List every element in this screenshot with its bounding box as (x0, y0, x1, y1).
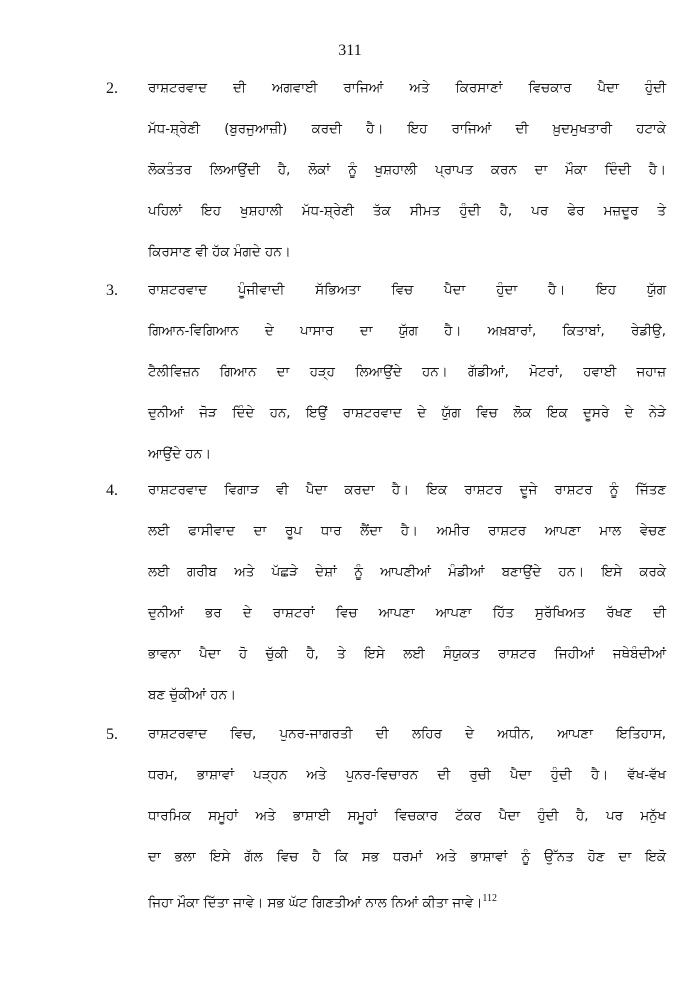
text-line: ਕਿਰਸਾਣ ਵੀ ਹੱਕ ਮੰਗਦੇ ਹਨ। (148, 245, 291, 260)
text-line: ਲਈ ਗਰੀਬ ਅਤੇ ਪੱਛੜੇ ਦੇਸ਼ਾਂ ਨੂੰ ਆਪਣੀਆਂ ਮੰਡੀਆਂ ਬਣਾਉਂਦੇ ਹਨ। ਇਸੇ ਕਰਕੇ (148, 565, 666, 580)
list-item-2 (106, 68, 666, 273)
item-number: 5. (106, 726, 118, 743)
text-line: ਟੈਲੀਵਿਜ਼ਨ ਗਿਆਨ ਦਾ ਹੜ੍ਹ ਲਿਆਉਂਦੇ ਹਨ। ਗੱਡੀਆਂ, ਮੋਟਰਾਂ, ਹਵਾਈ ਜਹਾਜ਼ (148, 365, 666, 380)
text-line: ਰਾਸ਼ਟਰਵਾਦ ਵਿਗਾੜ ਵੀ ਪੈਦਾ ਕਰਦਾ ਹੈ। ਇਕ ਰਾਸ਼ਟਰ ਦੂਜੇ ਰਾਸ਼ਟਰ ਨੂੰ ਜਿੱਤਣ (148, 483, 666, 498)
text-line: ਆਉਂਦੇ ਹਨ। (148, 447, 211, 462)
item-number: 2. (106, 80, 118, 97)
text-line: ਦੁਨੀਆਂ ਜੋੜ ਦਿੰਦੇ ਹਨ, ਇਉਂ ਰਾਸ਼ਟਰਵਾਦ ਦੇ ਯੁੱਗ ਵਿਚ ਲੋਕ ਇਕ ਦੂਸਰੇ ਦੇ ਨੇੜੇ (148, 406, 666, 421)
text-line: ਰਾਸ਼ਟਰਵਾਦ ਦੀ ਅਗਵਾਈ ਰਾਜਿਆਂ ਅਤੇ ਕਿਰਸਾਣਾਂ ਵਿਚਕਾਰ ਪੈਦਾ ਹੁੰਦੀ (148, 81, 666, 96)
text-line: ਧਰਮ, ਭਾਸ਼ਾਵਾਂ ਪੜ੍ਹਨ ਅਤੇ ਪੁਨਰ-ਵਿਚਾਰਨ ਦੀ ਰੁਚੀ ਪੈਦਾ ਹੁੰਦੀ ਹੈ। ਵੱਖ-ਵੱਖ (148, 768, 666, 783)
text-line: ਧਾਰਮਿਕ ਸਮੂਹਾਂ ਅਤੇ ਭਾਸ਼ਾਈ ਸਮੂਹਾਂ ਵਿਚਕਾਰ ਟੱਕਰ ਪੈਦਾ ਹੁੰਦੀ ਹੈ, ਪਰ ਮਨੁੱਖ (148, 809, 666, 824)
item-text (148, 270, 666, 475)
text-line: ਜਿਹਾ ਮੌਕਾ ਦਿੱਤਾ ਜਾਵੇ। ਸਭ ਘੱਟ ਗਿਣਤੀਆਂ ਨਾਲ ਨਿਆਂ ਕੀਤਾ ਜਾਵੇ। (148, 896, 483, 911)
item-text (148, 714, 666, 919)
list-item-5 (106, 714, 666, 919)
text-line: ਭਾਵਨਾ ਪੈਦਾ ਹੋ ਚੁੱਕੀ ਹੈ, ਤੇ ਇਸੇ ਲਈ ਸੰਯੁਕਤ ਰਾਸ਼ਟਰ ਜਿਹੀਆਂ ਜਥੇਬੰਦੀਆਂ (148, 647, 666, 662)
text-line: ਬਣ ਚੁੱਕੀਆਂ ਹਨ। (148, 688, 236, 703)
item-number: 4. (106, 482, 118, 499)
text-line: ਪਹਿਲਾਂ ਇਹ ਖੁਸ਼ਹਾਲੀ ਮੱਧ-ਸ਼੍ਰੇਣੀ ਤੱਕ ਸੀਮਤ ਹੁੰਦੀ ਹੈ, ਪਰ ਫੇਰ ਮਜ਼ਦੂਰ ਤੇ (148, 204, 666, 219)
list-item-4 (106, 470, 666, 716)
text-line: ਦਾ ਭਲਾ ਇਸੇ ਗੱਲ ਵਿਚ ਹੈ ਕਿ ਸਭ ਧਰਮਾਂ ਅਤੇ ਭਾਸ਼ਾਵਾਂ ਨੂੰ ਉੱਨਤ ਹੋਣ ਦਾ ਇਕੋ (148, 850, 666, 865)
text-line-with-footnote (148, 878, 666, 919)
text-line: ਮੱਧ-ਸ਼੍ਰੇਣੀ (ਬੁਰਜੁਆਜ਼ੀ) ਕਰਦੀ ਹੈ। ਇਹ ਰਾਜਿਆਂ ਦੀ ਖ਼ੁਦਮੁਖਤਾਰੀ ਹਟਾਕੇ (148, 122, 666, 137)
item-text (148, 68, 666, 273)
list-item-3 (106, 270, 666, 475)
item-text (148, 470, 666, 716)
page-number: 311 (338, 42, 362, 59)
text-line: ਗਿਆਨ-ਵਿਗਿਆਨ ਦੇ ਪਾਸਾਰ ਦਾ ਯੁੱਗ ਹੈ। ਅਖ਼ਬਾਰਾਂ, ਕਿਤਾਬਾਂ, ਰੇਡੀਉ, (148, 324, 666, 339)
text-line: ਦੁਨੀਆਂ ਭਰ ਦੇ ਰਾਸ਼ਟਰਾਂ ਵਿਚ ਆਪਣਾ ਆਪਣਾ ਹਿੱਤ ਸੁਰੱਖਿਅਤ ਰੱਖਣ ਦੀ (148, 606, 666, 621)
footnote-reference[interactable]: 112 (482, 893, 497, 904)
text-line: ਰਾਸ਼ਟਰਵਾਦ ਵਿਚ, ਪੁਨਰ-ਜਾਗਰਤੀ ਦੀ ਲਹਿਰ ਦੇ ਅਧੀਨ, ਆਪਣਾ ਇਤਿਹਾਸ, (148, 727, 666, 742)
text-line: ਲਈ ਫਾਸੀਵਾਦ ਦਾ ਰੂਪ ਧਾਰ ਲੈਂਦਾ ਹੈ। ਅਮੀਰ ਰਾਸ਼ਟਰ ਆਪਣਾ ਮਾਲ ਵੇਚਣ (148, 524, 666, 539)
text-line: ਲੋਕਤੰਤਰ ਲਿਆਉਂਦੀ ਹੈ, ਲੋਕਾਂ ਨੂੰ ਖੁਸ਼ਹਾਲੀ ਪ੍ਰਾਪਤ ਕਰਨ ਦਾ ਮੌਕਾ ਦਿੰਦੀ ਹੈ। (148, 163, 666, 178)
item-number: 3. (106, 282, 118, 299)
text-line: ਰਾਸ਼ਟਰਵਾਦ ਪੂੰਜੀਵਾਦੀ ਸੱਭਿਅਤਾ ਵਿਚ ਪੈਦਾ ਹੁੰਦਾ ਹੈ। ਇਹ ਯੁੱਗ (148, 283, 666, 298)
